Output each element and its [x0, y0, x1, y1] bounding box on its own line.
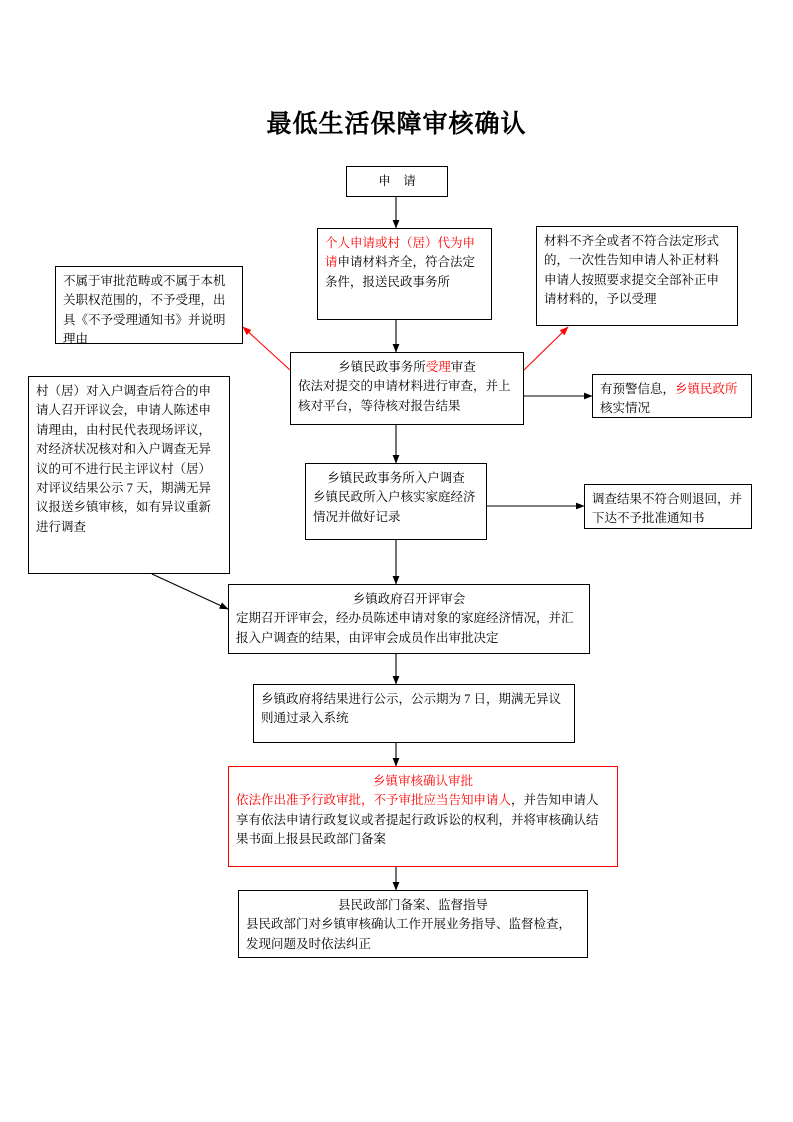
- node-apply: [346, 166, 448, 197]
- node-personal-apply: [317, 228, 492, 320]
- node-accept-review: [290, 352, 524, 425]
- node-warning-info-highlight: 乡镇民政所: [675, 382, 738, 396]
- node-not-accept-text: 不属于审批范畴或不属于本机关职权范围的，不予受理，出具《不予受理通知书》并说明理由: [63, 274, 226, 347]
- node-personal-apply-highlight: 个人申请或村（居）代为申请: [325, 236, 476, 270]
- node-county-record-heading: 县民政部门备案、监督指导: [337, 898, 488, 912]
- node-town-meeting-heading: 乡镇政府召开评审会: [352, 592, 466, 606]
- node-warning-info: [592, 374, 752, 418]
- node-accept-review-heading-highlight: 受理: [425, 360, 451, 374]
- node-incomplete-materials-text: 材料不齐全或者不符合法定形式的，一次性告知申请人补正材料申请人按照要求提交全部补正申请材料的，予以受理: [544, 234, 720, 307]
- node-publicity-text: 乡镇政府将结果进行公示，公示期为 7 日，期满无异议则通过录入系统: [261, 692, 562, 726]
- edge-accept-to-notaccept: [243, 327, 290, 370]
- node-accept-review-heading-b: 审查: [450, 360, 476, 374]
- node-household-survey-heading: 乡镇民政事务所入户调查: [327, 471, 465, 485]
- node-not-accept: [55, 266, 243, 347]
- edge-village-to-meeting: [152, 574, 228, 609]
- node-accept-review-heading-a: 乡镇民政事务所: [338, 360, 426, 374]
- node-county-record-body: 县民政部门对乡镇审核确认工作开展业务指导、监督检查，发现问题及时依法纠正: [246, 917, 572, 951]
- node-town-approval: [228, 766, 618, 867]
- node-town-meeting-body: 定期召开评审会，经办员陈述申请对象的家庭经济情况，并汇报入户调查的结果，由评审会成员作出审批决定: [236, 611, 574, 645]
- node-publicity: [253, 684, 575, 743]
- node-incomplete-materials: [536, 226, 738, 326]
- node-accept-review-body: 依法对提交的申请材料进行审查，并上核对平台，等待核对报告结果: [298, 379, 511, 413]
- node-town-approval-rest: ，并告知申请人享有依法申请行政复议或者提起行政诉讼的权利，并将审核确认结果书面上报县民政部门备案: [236, 793, 599, 847]
- node-town-approval-body: [236, 791, 610, 849]
- node-household-survey: [305, 463, 487, 540]
- node-personal-apply-text: 申请材料齐全，符合法定条件，报送民政事务所: [325, 255, 476, 289]
- node-accept-review-heading: [298, 358, 516, 377]
- edge-accept-to-incomplete: [524, 327, 568, 370]
- node-household-survey-body: 乡镇民政所入户核实家庭经济情况并做好记录: [313, 490, 476, 524]
- node-town-approval-highlight: 依法作出准予行政审批，不予审批应当告知申请人: [236, 793, 512, 808]
- node-town-approval-heading: 乡镇审核确认审批: [372, 774, 473, 788]
- node-town-meeting: [228, 584, 590, 654]
- node-warning-info-a: 有预警信息，: [600, 382, 676, 396]
- node-village-review-text: 村（居）对入户调查后符合的申请人召开评议会，申请人陈述申请理由，由村民代表现场评议，对经济状况核对和入户调查无异议的可不进行民主评议村（居）对评议结果公示 7 天，期满无异议报送乡镇审核，如有异议重新进行调查: [36, 384, 212, 534]
- node-county-record: [238, 890, 588, 958]
- node-survey-fail-text: 调查结果不符合则退回，并下达不予批准通知书: [592, 492, 743, 526]
- node-village-review: [28, 376, 230, 574]
- page-title: 最低生活保障审核确认: [266, 111, 527, 138]
- node-survey-fail: [584, 484, 752, 529]
- node-warning-info-b: 核实情况: [600, 401, 651, 416]
- node-apply-label: 申 请: [378, 173, 416, 188]
